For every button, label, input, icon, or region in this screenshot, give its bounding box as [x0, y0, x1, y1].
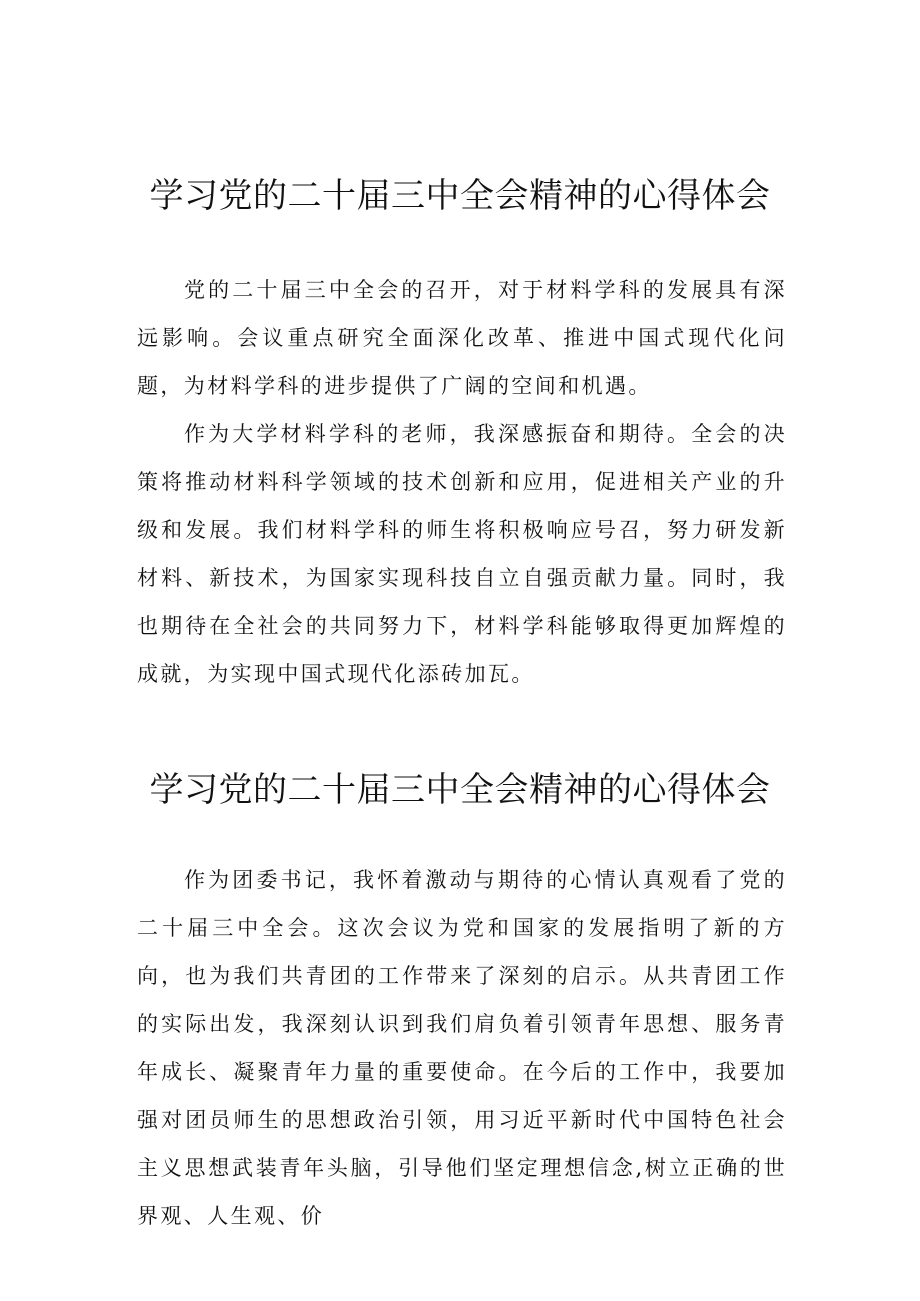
section-title: 学习党的二十届三中全会精神的心得体会: [149, 176, 771, 216]
body-paragraph: 作为大学材料学科的老师，我深感振奋和期待。全会的决策将推动材料科学领域的技术创新和应用，促进相关产业的升级和发展。我们材料学科的师生将积极响应号召，努力研发新材料、新技术，为国家实现科技自立自强贡献力量。同时，我也期待在全社会的共同努力下，材料学科能够取得更加辉煌的成就，为实现中国式现代化添砖加瓦。: [137, 422, 787, 686]
section-title: 学习党的二十届三中全会精神的心得体会: [149, 770, 771, 810]
body-paragraph: 党的二十届三中全会的召开，对于材料学科的发展具有深远影响。会议重点研究全面深化改革、推进中国式现代化问题，为材料学科的进步提供了广阔的空间和机遇。: [137, 278, 787, 398]
body-paragraph: 作为团委书记，我怀着激动与期待的心情认真观看了党的二十届三中全会。这次会议为党和国家的发展指明了新的方向，也为我们共青团的工作带来了深刻的启示。从共青团工作的实际出发，我深刻认识到我们肩负着引领青年思想、服务青年成长、凝聚青年力量的重要使命。在今后的工作中，我要加强对团员师生的思想政治引领，用习近平新时代中国特色社会主义思想武装青年头脑，引导他们坚定理想信念,树立正确的世界观、人生观、价: [137, 868, 787, 1228]
